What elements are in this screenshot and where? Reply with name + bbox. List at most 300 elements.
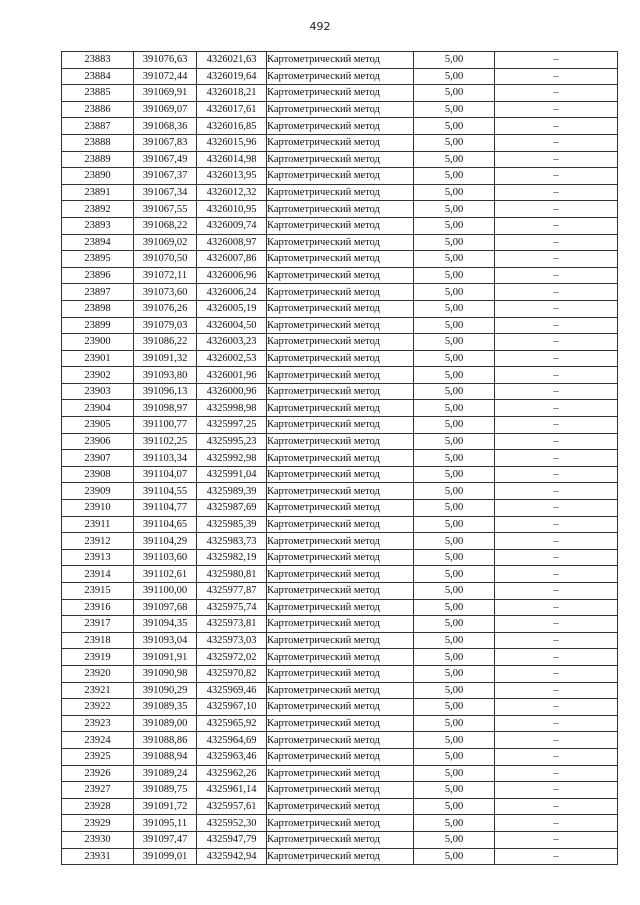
coordinate-y-cell: 4326016,85 xyxy=(197,118,267,135)
method-cell: Картометрический метод xyxy=(267,483,414,500)
coordinates-table xyxy=(61,51,618,865)
accuracy-cell: 5,00 xyxy=(414,500,495,517)
coordinate-y-cell: 4325977,87 xyxy=(197,583,267,600)
table-row xyxy=(62,632,618,649)
table-row xyxy=(62,68,618,85)
note-cell: – xyxy=(495,184,618,201)
method-cell: Картометрический метод xyxy=(267,85,414,102)
table-row xyxy=(62,815,618,832)
coordinate-x-cell: 391069,02 xyxy=(134,234,197,251)
note-cell: – xyxy=(495,632,618,649)
point-number-cell: 23909 xyxy=(62,483,134,500)
point-number-cell: 23928 xyxy=(62,798,134,815)
coordinate-y-cell: 4326004,50 xyxy=(197,317,267,334)
accuracy-cell: 5,00 xyxy=(414,317,495,334)
coordinate-y-cell: 4325991,04 xyxy=(197,466,267,483)
table-row xyxy=(62,334,618,351)
point-number-cell: 23896 xyxy=(62,267,134,284)
method-cell: Картометрический метод xyxy=(267,516,414,533)
accuracy-cell: 5,00 xyxy=(414,52,495,69)
note-cell: – xyxy=(495,516,618,533)
coordinate-x-cell: 391069,91 xyxy=(134,85,197,102)
point-number-cell: 23903 xyxy=(62,383,134,400)
table-row xyxy=(62,549,618,566)
coordinate-x-cell: 391089,75 xyxy=(134,782,197,799)
point-number-cell: 23922 xyxy=(62,699,134,716)
accuracy-cell: 5,00 xyxy=(414,400,495,417)
point-number-cell: 23895 xyxy=(62,251,134,268)
point-number-cell: 23930 xyxy=(62,831,134,848)
method-cell: Картометрический метод xyxy=(267,732,414,749)
note-cell: – xyxy=(495,267,618,284)
coordinate-y-cell: 4325970,82 xyxy=(197,665,267,682)
method-cell: Картометрический метод xyxy=(267,350,414,367)
point-number-cell: 23907 xyxy=(62,450,134,467)
coordinate-y-cell: 4326019,64 xyxy=(197,68,267,85)
coordinate-y-cell: 4325963,46 xyxy=(197,748,267,765)
coordinate-x-cell: 391097,47 xyxy=(134,831,197,848)
note-cell: – xyxy=(495,383,618,400)
point-number-cell: 23925 xyxy=(62,748,134,765)
method-cell: Картометрический метод xyxy=(267,184,414,201)
method-cell: Картометрический метод xyxy=(267,317,414,334)
method-cell: Картометрический метод xyxy=(267,699,414,716)
method-cell: Картометрический метод xyxy=(267,815,414,832)
method-cell: Картометрический метод xyxy=(267,334,414,351)
method-cell: Картометрический метод xyxy=(267,549,414,566)
coordinate-y-cell: 4325961,14 xyxy=(197,782,267,799)
coordinate-y-cell: 4325980,81 xyxy=(197,566,267,583)
coordinate-y-cell: 4325967,10 xyxy=(197,699,267,716)
method-cell: Картометрический метод xyxy=(267,649,414,666)
accuracy-cell: 5,00 xyxy=(414,450,495,467)
accuracy-cell: 5,00 xyxy=(414,665,495,682)
coordinate-x-cell: 391090,98 xyxy=(134,665,197,682)
note-cell: – xyxy=(495,251,618,268)
note-cell: – xyxy=(495,748,618,765)
table-row xyxy=(62,450,618,467)
accuracy-cell: 5,00 xyxy=(414,748,495,765)
table-row xyxy=(62,201,618,218)
method-cell: Картометрический метод xyxy=(267,201,414,218)
coordinate-x-cell: 391072,11 xyxy=(134,267,197,284)
table-row xyxy=(62,616,618,633)
accuracy-cell: 5,00 xyxy=(414,433,495,450)
table-row xyxy=(62,583,618,600)
note-cell: – xyxy=(495,699,618,716)
coordinate-y-cell: 4326018,21 xyxy=(197,85,267,102)
table-row xyxy=(62,234,618,251)
accuracy-cell: 5,00 xyxy=(414,632,495,649)
coordinate-y-cell: 4326006,24 xyxy=(197,284,267,301)
coordinate-x-cell: 391103,60 xyxy=(134,549,197,566)
point-number-cell: 23924 xyxy=(62,732,134,749)
method-cell: Картометрический метод xyxy=(267,417,414,434)
note-cell: – xyxy=(495,433,618,450)
note-cell: – xyxy=(495,815,618,832)
point-number-cell: 23897 xyxy=(62,284,134,301)
coordinate-y-cell: 4325997,25 xyxy=(197,417,267,434)
table-row xyxy=(62,168,618,185)
table-row xyxy=(62,500,618,517)
coordinate-x-cell: 391100,77 xyxy=(134,417,197,434)
accuracy-cell: 5,00 xyxy=(414,566,495,583)
note-cell: – xyxy=(495,715,618,732)
coordinate-y-cell: 4325952,30 xyxy=(197,815,267,832)
method-cell: Картометрический метод xyxy=(267,52,414,69)
point-number-cell: 23904 xyxy=(62,400,134,417)
point-number-cell: 23890 xyxy=(62,168,134,185)
accuracy-cell: 5,00 xyxy=(414,831,495,848)
method-cell: Картометрический метод xyxy=(267,284,414,301)
point-number-cell: 23900 xyxy=(62,334,134,351)
table-row xyxy=(62,798,618,815)
note-cell: – xyxy=(495,732,618,749)
point-number-cell: 23886 xyxy=(62,101,134,118)
note-cell: – xyxy=(495,85,618,102)
accuracy-cell: 5,00 xyxy=(414,798,495,815)
accuracy-cell: 5,00 xyxy=(414,848,495,865)
accuracy-cell: 5,00 xyxy=(414,583,495,600)
note-cell: – xyxy=(495,782,618,799)
accuracy-cell: 5,00 xyxy=(414,184,495,201)
method-cell: Картометрический метод xyxy=(267,300,414,317)
coordinate-x-cell: 391093,04 xyxy=(134,632,197,649)
table-row xyxy=(62,483,618,500)
method-cell: Картометрический метод xyxy=(267,101,414,118)
coordinate-x-cell: 391094,35 xyxy=(134,616,197,633)
coordinate-x-cell: 391073,60 xyxy=(134,284,197,301)
table-row xyxy=(62,367,618,384)
point-number-cell: 23883 xyxy=(62,52,134,69)
note-cell: – xyxy=(495,450,618,467)
table-row xyxy=(62,699,618,716)
accuracy-cell: 5,00 xyxy=(414,334,495,351)
accuracy-cell: 5,00 xyxy=(414,815,495,832)
coordinate-x-cell: 391088,94 xyxy=(134,748,197,765)
coordinate-x-cell: 391088,86 xyxy=(134,732,197,749)
coordinate-y-cell: 4325942,94 xyxy=(197,848,267,865)
page-number: 492 xyxy=(309,20,331,33)
point-number-cell: 23914 xyxy=(62,566,134,583)
note-cell: – xyxy=(495,682,618,699)
point-number-cell: 23915 xyxy=(62,583,134,600)
method-cell: Картометрический метод xyxy=(267,665,414,682)
method-cell: Картометрический метод xyxy=(267,715,414,732)
table-row xyxy=(62,284,618,301)
accuracy-cell: 5,00 xyxy=(414,383,495,400)
accuracy-cell: 5,00 xyxy=(414,300,495,317)
point-number-cell: 23889 xyxy=(62,151,134,168)
method-cell: Картометрический метод xyxy=(267,168,414,185)
method-cell: Картометрический метод xyxy=(267,566,414,583)
coordinate-x-cell: 391099,01 xyxy=(134,848,197,865)
coordinate-y-cell: 4325947,79 xyxy=(197,831,267,848)
point-number-cell: 23885 xyxy=(62,85,134,102)
point-number-cell: 23884 xyxy=(62,68,134,85)
table-row xyxy=(62,400,618,417)
coordinate-y-cell: 4326013,95 xyxy=(197,168,267,185)
point-number-cell: 23911 xyxy=(62,516,134,533)
point-number-cell: 23905 xyxy=(62,417,134,434)
accuracy-cell: 5,00 xyxy=(414,217,495,234)
method-cell: Картометрический метод xyxy=(267,765,414,782)
coordinate-x-cell: 391067,49 xyxy=(134,151,197,168)
coordinate-x-cell: 391076,63 xyxy=(134,52,197,69)
method-cell: Картометрический метод xyxy=(267,234,414,251)
table-row xyxy=(62,782,618,799)
accuracy-cell: 5,00 xyxy=(414,234,495,251)
table-row xyxy=(62,417,618,434)
accuracy-cell: 5,00 xyxy=(414,151,495,168)
point-number-cell: 23888 xyxy=(62,134,134,151)
method-cell: Картометрический метод xyxy=(267,217,414,234)
note-cell: – xyxy=(495,417,618,434)
coordinate-y-cell: 4325998,98 xyxy=(197,400,267,417)
table-row xyxy=(62,251,618,268)
accuracy-cell: 5,00 xyxy=(414,533,495,550)
coordinates-table-body xyxy=(62,52,618,865)
note-cell: – xyxy=(495,300,618,317)
note-cell: – xyxy=(495,765,618,782)
method-cell: Картометрический метод xyxy=(267,748,414,765)
coordinate-x-cell: 391104,77 xyxy=(134,500,197,517)
method-cell: Картометрический метод xyxy=(267,267,414,284)
method-cell: Картометрический метод xyxy=(267,433,414,450)
method-cell: Картометрический метод xyxy=(267,682,414,699)
table-row xyxy=(62,831,618,848)
note-cell: – xyxy=(495,101,618,118)
note-cell: – xyxy=(495,616,618,633)
coordinate-y-cell: 4325973,81 xyxy=(197,616,267,633)
point-number-cell: 23929 xyxy=(62,815,134,832)
coordinate-y-cell: 4326003,23 xyxy=(197,334,267,351)
coordinate-y-cell: 4325964,69 xyxy=(197,732,267,749)
coordinate-x-cell: 391104,55 xyxy=(134,483,197,500)
note-cell: – xyxy=(495,483,618,500)
method-cell: Картометрический метод xyxy=(267,500,414,517)
coordinate-y-cell: 4325957,61 xyxy=(197,798,267,815)
coordinate-x-cell: 391104,07 xyxy=(134,466,197,483)
accuracy-cell: 5,00 xyxy=(414,682,495,699)
method-cell: Картометрический метод xyxy=(267,632,414,649)
note-cell: – xyxy=(495,367,618,384)
accuracy-cell: 5,00 xyxy=(414,201,495,218)
table-row xyxy=(62,300,618,317)
table-row xyxy=(62,715,618,732)
note-cell: – xyxy=(495,533,618,550)
method-cell: Картометрический метод xyxy=(267,134,414,151)
coordinate-x-cell: 391086,22 xyxy=(134,334,197,351)
method-cell: Картометрический метод xyxy=(267,367,414,384)
table-row xyxy=(62,101,618,118)
method-cell: Картометрический метод xyxy=(267,251,414,268)
method-cell: Картометрический метод xyxy=(267,848,414,865)
point-number-cell: 23901 xyxy=(62,350,134,367)
table-row xyxy=(62,433,618,450)
table-row xyxy=(62,599,618,616)
accuracy-cell: 5,00 xyxy=(414,732,495,749)
table-row xyxy=(62,267,618,284)
table-row xyxy=(62,85,618,102)
table-row xyxy=(62,649,618,666)
accuracy-cell: 5,00 xyxy=(414,367,495,384)
accuracy-cell: 5,00 xyxy=(414,85,495,102)
accuracy-cell: 5,00 xyxy=(414,118,495,135)
method-cell: Картометрический метод xyxy=(267,466,414,483)
method-cell: Картометрический метод xyxy=(267,583,414,600)
point-number-cell: 23919 xyxy=(62,649,134,666)
coordinate-y-cell: 4326002,53 xyxy=(197,350,267,367)
table-row xyxy=(62,682,618,699)
note-cell: – xyxy=(495,168,618,185)
coordinate-x-cell: 391102,61 xyxy=(134,566,197,583)
coordinate-x-cell: 391103,34 xyxy=(134,450,197,467)
table-row xyxy=(62,732,618,749)
note-cell: – xyxy=(495,234,618,251)
point-number-cell: 23892 xyxy=(62,201,134,218)
table-row xyxy=(62,566,618,583)
coordinate-x-cell: 391076,26 xyxy=(134,300,197,317)
method-cell: Картометрический метод xyxy=(267,118,414,135)
point-number-cell: 23891 xyxy=(62,184,134,201)
note-cell: – xyxy=(495,350,618,367)
method-cell: Картометрический метод xyxy=(267,450,414,467)
coordinate-y-cell: 4326014,98 xyxy=(197,151,267,168)
table-row xyxy=(62,466,618,483)
accuracy-cell: 5,00 xyxy=(414,350,495,367)
coordinate-y-cell: 4325982,19 xyxy=(197,549,267,566)
coordinate-y-cell: 4325989,39 xyxy=(197,483,267,500)
coordinate-x-cell: 391068,22 xyxy=(134,217,197,234)
point-number-cell: 23893 xyxy=(62,217,134,234)
note-cell: – xyxy=(495,500,618,517)
accuracy-cell: 5,00 xyxy=(414,599,495,616)
coordinate-y-cell: 4326005,19 xyxy=(197,300,267,317)
accuracy-cell: 5,00 xyxy=(414,417,495,434)
coordinate-y-cell: 4325969,46 xyxy=(197,682,267,699)
coordinate-x-cell: 391089,00 xyxy=(134,715,197,732)
table-row xyxy=(62,118,618,135)
table-row xyxy=(62,665,618,682)
coordinate-x-cell: 391067,37 xyxy=(134,168,197,185)
note-cell: – xyxy=(495,583,618,600)
point-number-cell: 23917 xyxy=(62,616,134,633)
note-cell: – xyxy=(495,52,618,69)
note-cell: – xyxy=(495,68,618,85)
point-number-cell: 23923 xyxy=(62,715,134,732)
note-cell: – xyxy=(495,649,618,666)
point-number-cell: 23926 xyxy=(62,765,134,782)
note-cell: – xyxy=(495,599,618,616)
point-number-cell: 23931 xyxy=(62,848,134,865)
coordinate-x-cell: 391098,97 xyxy=(134,400,197,417)
method-cell: Картометрический метод xyxy=(267,68,414,85)
note-cell: – xyxy=(495,566,618,583)
method-cell: Картометрический метод xyxy=(267,383,414,400)
accuracy-cell: 5,00 xyxy=(414,699,495,716)
accuracy-cell: 5,00 xyxy=(414,765,495,782)
table-row xyxy=(62,350,618,367)
point-number-cell: 23908 xyxy=(62,466,134,483)
accuracy-cell: 5,00 xyxy=(414,616,495,633)
coordinate-x-cell: 391089,24 xyxy=(134,765,197,782)
method-cell: Картометрический метод xyxy=(267,599,414,616)
point-number-cell: 23913 xyxy=(62,549,134,566)
accuracy-cell: 5,00 xyxy=(414,715,495,732)
point-number-cell: 23916 xyxy=(62,599,134,616)
note-cell: – xyxy=(495,549,618,566)
point-number-cell: 23894 xyxy=(62,234,134,251)
coordinate-x-cell: 391102,25 xyxy=(134,433,197,450)
coordinate-x-cell: 391091,32 xyxy=(134,350,197,367)
note-cell: – xyxy=(495,466,618,483)
coordinate-x-cell: 391067,83 xyxy=(134,134,197,151)
table-row xyxy=(62,151,618,168)
coordinate-y-cell: 4325983,73 xyxy=(197,533,267,550)
coordinate-y-cell: 4326008,97 xyxy=(197,234,267,251)
coordinate-x-cell: 391089,35 xyxy=(134,699,197,716)
note-cell: – xyxy=(495,848,618,865)
coordinate-x-cell: 391072,44 xyxy=(134,68,197,85)
note-cell: – xyxy=(495,118,618,135)
accuracy-cell: 5,00 xyxy=(414,284,495,301)
coordinate-y-cell: 4325972,02 xyxy=(197,649,267,666)
coordinate-x-cell: 391091,72 xyxy=(134,798,197,815)
coordinate-x-cell: 391104,29 xyxy=(134,533,197,550)
method-cell: Картометрический метод xyxy=(267,831,414,848)
point-number-cell: 23921 xyxy=(62,682,134,699)
coordinate-y-cell: 4325973,03 xyxy=(197,632,267,649)
table-row xyxy=(62,516,618,533)
accuracy-cell: 5,00 xyxy=(414,267,495,284)
coordinate-y-cell: 4326007,86 xyxy=(197,251,267,268)
point-number-cell: 23918 xyxy=(62,632,134,649)
coordinate-y-cell: 4326012,32 xyxy=(197,184,267,201)
coordinate-x-cell: 391069,07 xyxy=(134,101,197,118)
table-row xyxy=(62,765,618,782)
coordinate-y-cell: 4326010,95 xyxy=(197,201,267,218)
note-cell: – xyxy=(495,400,618,417)
table-row xyxy=(62,748,618,765)
table-row xyxy=(62,134,618,151)
coordinate-y-cell: 4325995,23 xyxy=(197,433,267,450)
table-row xyxy=(62,317,618,334)
accuracy-cell: 5,00 xyxy=(414,549,495,566)
method-cell: Картометрический метод xyxy=(267,616,414,633)
note-cell: – xyxy=(495,334,618,351)
coordinate-x-cell: 391068,36 xyxy=(134,118,197,135)
coordinate-y-cell: 4326021,63 xyxy=(197,52,267,69)
point-number-cell: 23899 xyxy=(62,317,134,334)
accuracy-cell: 5,00 xyxy=(414,134,495,151)
point-number-cell: 23906 xyxy=(62,433,134,450)
note-cell: – xyxy=(495,151,618,168)
method-cell: Картометрический метод xyxy=(267,798,414,815)
coordinate-x-cell: 391090,29 xyxy=(134,682,197,699)
coordinate-x-cell: 391079,03 xyxy=(134,317,197,334)
coordinate-x-cell: 391067,55 xyxy=(134,201,197,218)
accuracy-cell: 5,00 xyxy=(414,101,495,118)
note-cell: – xyxy=(495,665,618,682)
note-cell: – xyxy=(495,284,618,301)
method-cell: Картометрический метод xyxy=(267,782,414,799)
accuracy-cell: 5,00 xyxy=(414,168,495,185)
note-cell: – xyxy=(495,201,618,218)
coordinate-y-cell: 4325992,98 xyxy=(197,450,267,467)
accuracy-cell: 5,00 xyxy=(414,68,495,85)
coordinate-y-cell: 4325965,92 xyxy=(197,715,267,732)
